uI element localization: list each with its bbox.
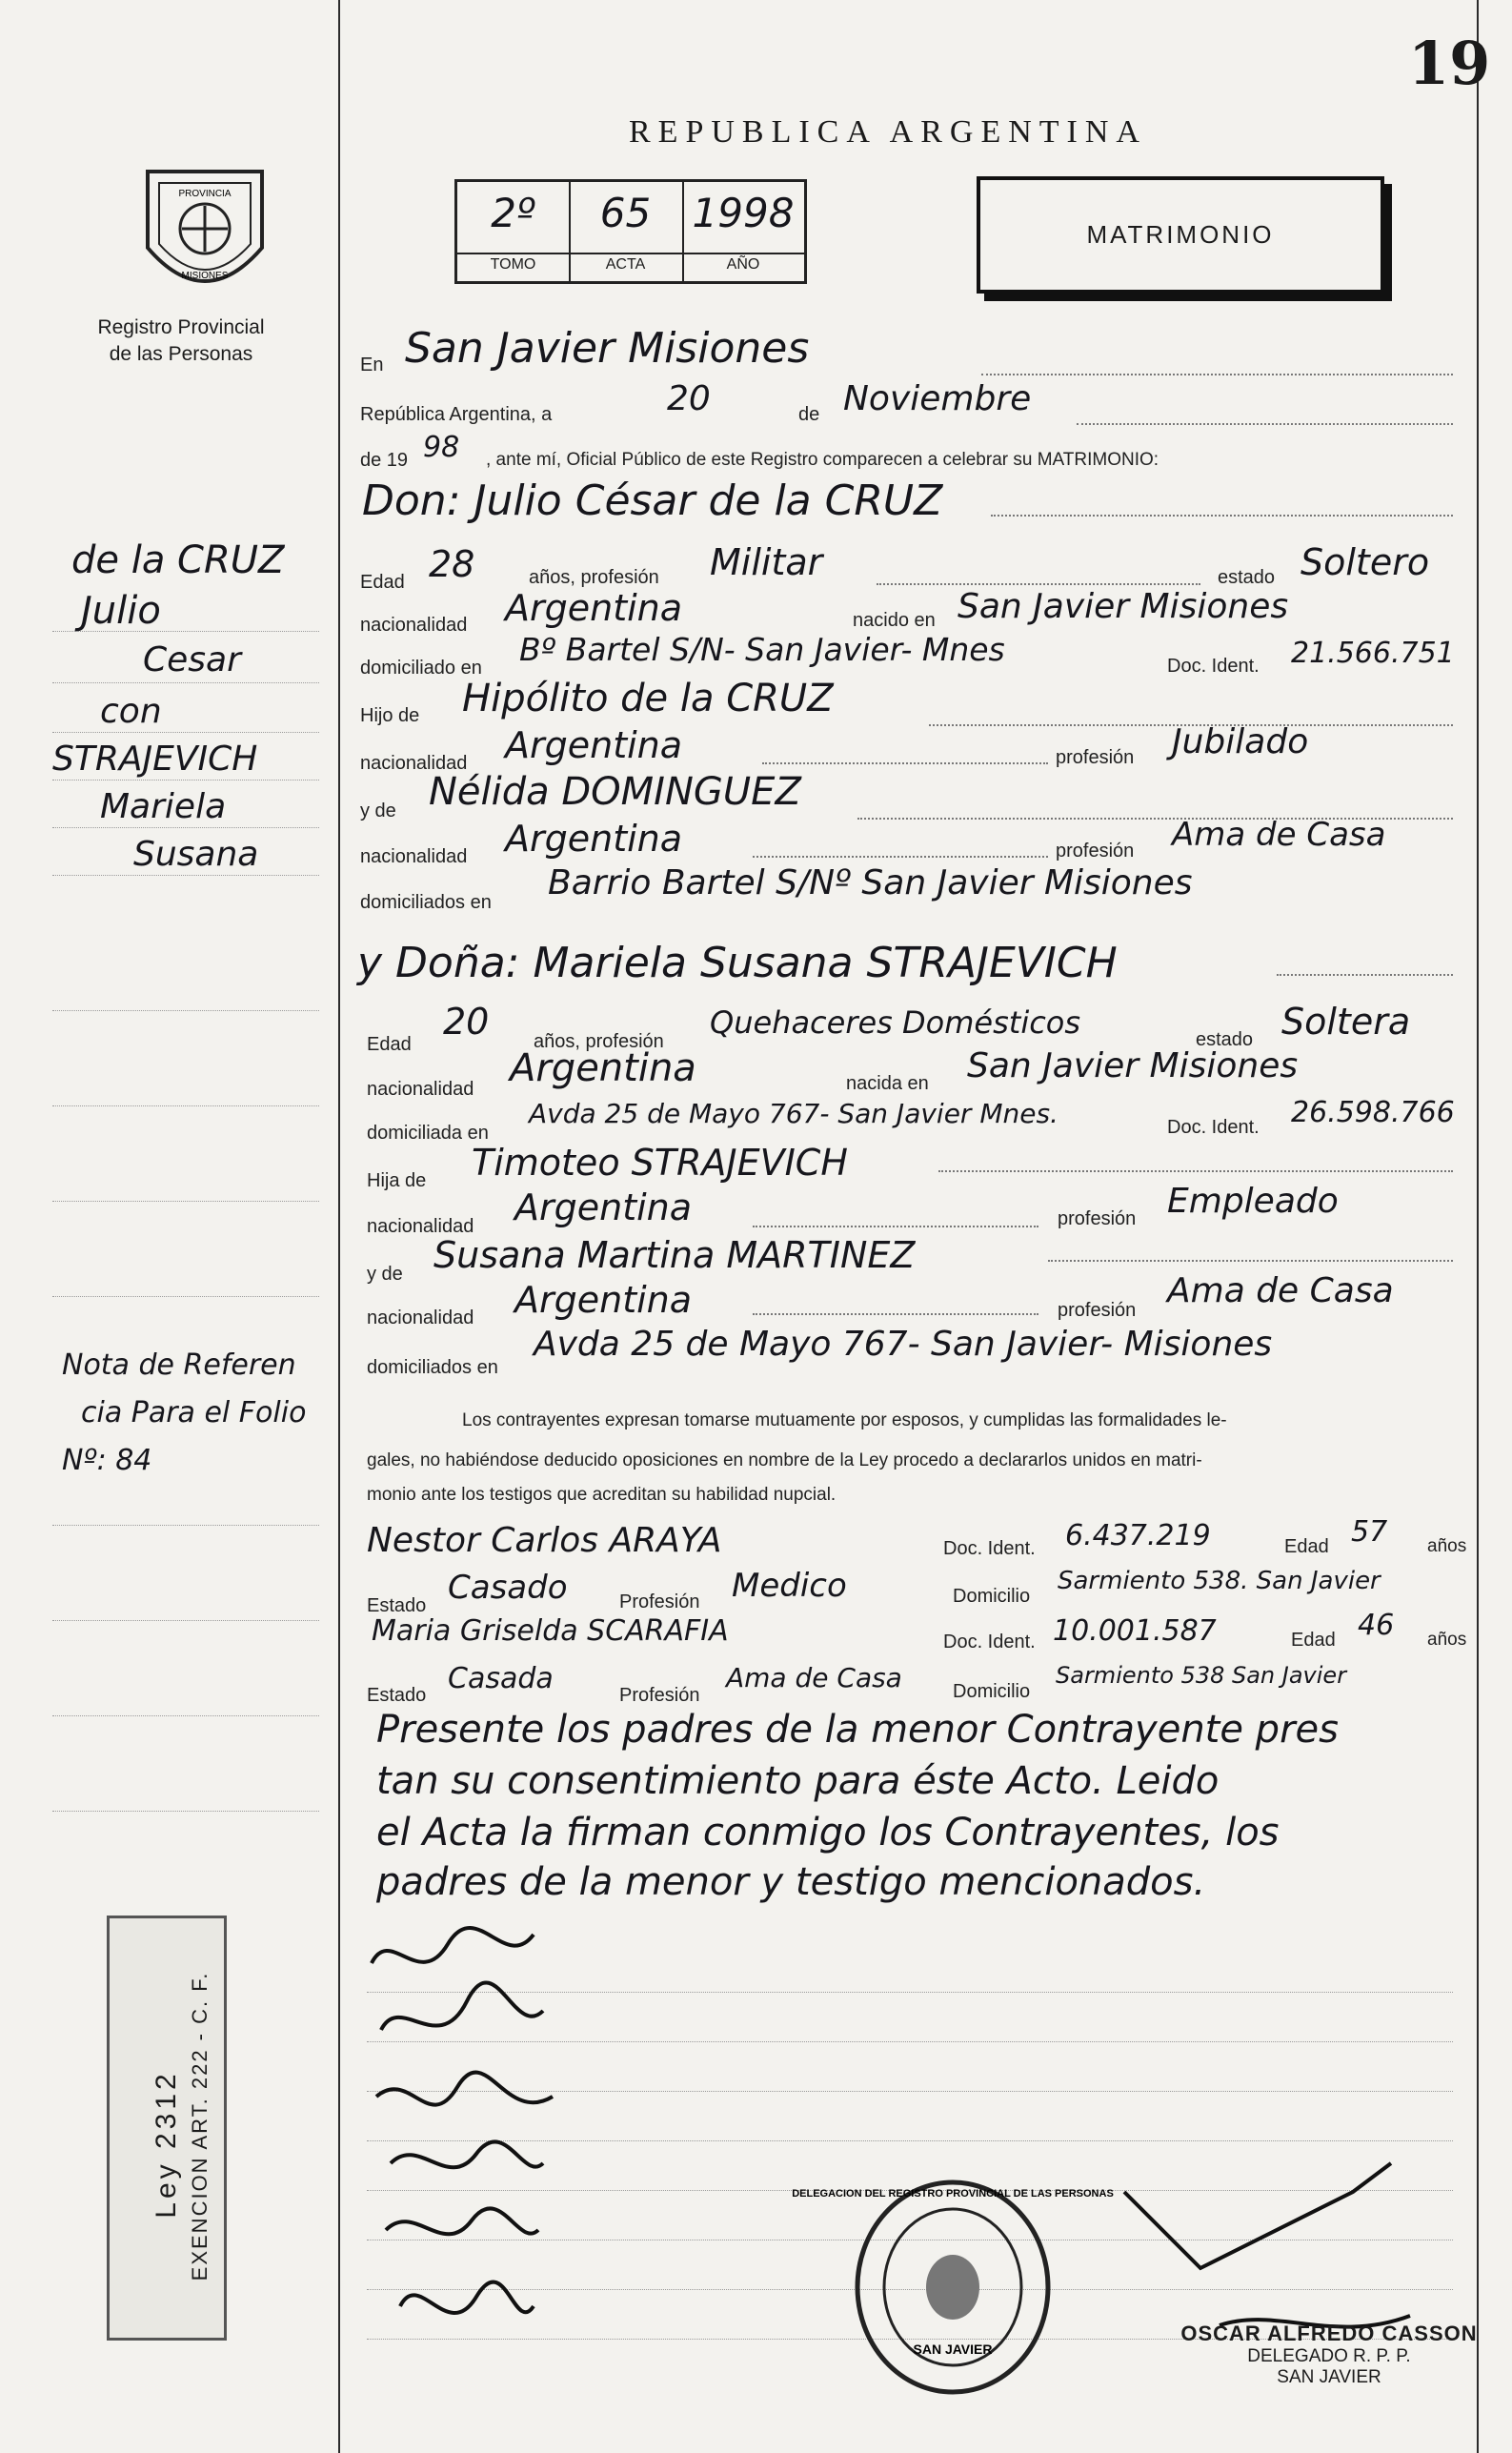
- groom-parents-dom-label: domiciliados en: [360, 892, 492, 913]
- ano-label: AÑO: [726, 256, 760, 273]
- signature-5: [386, 2208, 538, 2234]
- year-suffix: 98: [423, 431, 460, 464]
- declaration-line: gales, no habiéndose deducido oposiciones en nombre de la Ley procedo a declararlos unidos en matri-: [367, 1450, 1202, 1470]
- record-type-label: MATRIMONIO: [1086, 220, 1275, 249]
- bride-father-prof-label: profesión: [1058, 1208, 1137, 1229]
- witness1-doc: 6.437.219: [1065, 1519, 1211, 1552]
- de-label: de: [798, 404, 820, 425]
- witness2-status: Casada: [448, 1662, 554, 1695]
- groom-age: 28: [429, 543, 475, 585]
- place-value: San Javier Misiones: [405, 324, 810, 373]
- witness2-prof-label: Profesión: [619, 1685, 700, 1706]
- groom-prof-label: años, profesión: [529, 567, 659, 588]
- tax-stamp-exemption: EXENCION ART. 222 - C. F.: [188, 1971, 212, 2281]
- bride-nat-label: nacionalidad: [367, 1079, 474, 1100]
- acta-label: ACTA: [605, 256, 646, 273]
- bride-prof-label: años, profesión: [534, 1031, 664, 1052]
- witness1-age-label: Edad: [1284, 1536, 1329, 1557]
- day-value: 20: [667, 379, 711, 418]
- country-title: REPUBLICA ARGENTINA: [629, 114, 1147, 150]
- margin-reference-line: cia Para el Folio: [81, 1396, 307, 1429]
- bride-domicile: Avda 25 de Mayo 767- San Javier Mnes.: [529, 1098, 1058, 1129]
- witness1-status-label: Estado: [367, 1595, 427, 1616]
- bride-dom-label: domiciliada en: [367, 1123, 489, 1144]
- groom-father: Hipólito de la CRUZ: [462, 677, 834, 720]
- groom-born-label: nacido en: [853, 610, 936, 631]
- signature-2: [381, 1982, 543, 2030]
- witness2-dom-label: Domicilio: [953, 1681, 1031, 1702]
- bride-age: 20: [443, 1001, 490, 1043]
- groom-nationality: Argentina: [505, 587, 683, 629]
- groom-born: San Javier Misiones: [958, 587, 1289, 626]
- groom-father-prof-label: profesión: [1056, 747, 1135, 768]
- left-margin-rule: [338, 0, 340, 2453]
- month-value: Noviembre: [843, 379, 1032, 418]
- bride-father: Timoteo STRAJEVICH: [472, 1142, 848, 1184]
- witness1-dom-label: Domicilio: [953, 1586, 1031, 1607]
- witness2-doc: 10.001.587: [1053, 1614, 1217, 1648]
- provincial-seal-icon: [129, 162, 281, 305]
- witness1-age: 57: [1351, 1515, 1388, 1549]
- groom-status-label: estado: [1218, 567, 1276, 588]
- officer-signature: [1105, 2154, 1467, 2344]
- volume-box: [454, 179, 807, 284]
- bride-name: y Doña: Mariela Susana STRAJEVICH: [357, 939, 1118, 987]
- bride-nationality: Argentina: [510, 1046, 696, 1090]
- bride-mother-nat: Argentina: [514, 1279, 693, 1321]
- margin-reference-line: Nº: 84: [62, 1444, 152, 1477]
- statement-text: , ante mí, Oficial Público de este Registro comparecen a celebrar su MATRIMONIO:: [486, 450, 1159, 470]
- page-number: 19: [1408, 29, 1491, 98]
- margin-name-line: Julio: [81, 589, 161, 633]
- tax-stamp-law: Ley 2312: [151, 2070, 182, 2219]
- witness1-status: Casado: [448, 1569, 568, 1607]
- witness2-age-label: Edad: [1291, 1630, 1336, 1651]
- declaration-line: Los contrayentes expresan tomarse mutuamente por esposos, y cumplidas las formalidades le-: [462, 1410, 1227, 1430]
- bride-doc: 26.598.766: [1291, 1096, 1455, 1129]
- witness2-status-label: Estado: [367, 1685, 427, 1706]
- groom-father-nat-label: nacionalidad: [360, 753, 468, 774]
- witness1-prof-label: Profesión: [619, 1591, 700, 1612]
- witness2-profession: Ama de Casa: [726, 1662, 902, 1693]
- signature-4: [391, 2141, 543, 2167]
- acta-value: 65: [599, 190, 652, 236]
- official-seal-outer-text: DELEGACION DEL REGISTRO PROVINCIAL DE LAS PERSONAS: [792, 2188, 1114, 2200]
- margin-name-line: Cesar: [143, 640, 241, 679]
- margin-name-line: con: [100, 692, 162, 731]
- tomo-label: TOMO: [490, 256, 536, 273]
- bride-father-label: Hija de: [367, 1170, 427, 1191]
- groom-mother-nat: Argentina: [505, 818, 683, 860]
- officer-stamp: [1177, 2321, 1482, 2388]
- witness1-name: Nestor Carlos ARAYA: [367, 1521, 722, 1560]
- margin-name-line: Mariela: [100, 787, 227, 826]
- year-prefix: de 19: [360, 450, 409, 471]
- right-margin-rule: [1477, 0, 1479, 2453]
- bride-doc-label: Doc. Ident.: [1167, 1117, 1260, 1138]
- bride-father-nat-label: nacionalidad: [367, 1216, 474, 1237]
- signatures: [362, 1906, 591, 2363]
- tax-stamp: [107, 1916, 227, 2341]
- groom-mother-nat-label: nacionalidad: [360, 846, 468, 867]
- bride-father-nat: Argentina: [514, 1186, 693, 1228]
- bride-status: Soltera: [1281, 1001, 1411, 1043]
- registry-name: Registro Provincial de las Personas: [97, 316, 265, 365]
- bride-age-label: Edad: [367, 1034, 412, 1055]
- witness2-age: 46: [1358, 1609, 1395, 1642]
- official-seal-icon: [792, 2173, 1114, 2402]
- groom-doc-label: Doc. Ident.: [1167, 656, 1260, 677]
- bride-status-label: estado: [1196, 1029, 1254, 1050]
- groom-parents-dom: Barrio Bartel S/Nº San Javier Misiones: [548, 863, 1193, 902]
- witness1-years-label: años: [1427, 1536, 1467, 1556]
- republic-label: República Argentina, a: [360, 404, 553, 425]
- groom-mother-prof-label: profesión: [1056, 841, 1135, 862]
- observation-line: el Acta la firman conmigo los Contrayentes, los: [376, 1811, 1280, 1855]
- groom-mother: Nélida DOMINGUEZ: [429, 770, 801, 814]
- groom-mother-label: y de: [360, 801, 396, 821]
- ano-value: 1998: [692, 190, 795, 236]
- groom-dom-label: domiciliado en: [360, 658, 482, 679]
- groom-nat-label: nacionalidad: [360, 615, 468, 636]
- margin-name-line: STRAJEVICH: [52, 740, 258, 779]
- groom-doc: 21.566.751: [1291, 637, 1455, 670]
- declaration-line: monio ante los testigos que acreditan su habilidad nupcial.: [367, 1485, 837, 1505]
- signature-3: [376, 2073, 553, 2105]
- groom-profession: Militar: [710, 541, 823, 583]
- seal-bottom-text: MISIONES: [181, 271, 229, 281]
- officer-title: DELEGADO R. P. P.: [1247, 2346, 1411, 2366]
- en-label: En: [360, 355, 384, 375]
- groom-status: Soltero: [1300, 541, 1430, 583]
- witness2-domicile: Sarmiento 538 San Javier: [1056, 1662, 1347, 1689]
- witness2-name: Maria Griselda SCARAFIA: [372, 1614, 729, 1648]
- seal-top-text: PROVINCIA: [178, 189, 232, 199]
- groom-father-prof: Jubilado: [1172, 722, 1309, 761]
- witness2-doc-label: Doc. Ident.: [943, 1632, 1036, 1652]
- witness2-years-label: años: [1427, 1630, 1467, 1650]
- bride-mother-prof-label: profesión: [1058, 1300, 1137, 1321]
- witness1-doc-label: Doc. Ident.: [943, 1538, 1036, 1559]
- bride-mother: Susana Martina MARTINEZ: [433, 1234, 916, 1276]
- bride-parents-dom: Avda 25 de Mayo 767- San Javier- Misiones: [534, 1325, 1273, 1364]
- record-type-box: [977, 176, 1384, 294]
- bride-father-prof: Empleado: [1167, 1182, 1339, 1221]
- bride-profession: Quehaceres Domésticos: [710, 1004, 1081, 1041]
- groom-domicile: Bº Bartel S/N- San Javier- Mnes: [519, 631, 1005, 668]
- margin-name-line: Susana: [133, 835, 259, 874]
- observation-line: padres de la menor y testigo mencionados.: [376, 1860, 1206, 1904]
- bride-parents-dom-label: domiciliados en: [367, 1357, 498, 1378]
- bride-mother-label: y de: [367, 1264, 403, 1285]
- bride-born: San Javier Misiones: [967, 1046, 1299, 1085]
- bride-mother-nat-label: nacionalidad: [367, 1308, 474, 1328]
- witness1-profession: Medico: [732, 1567, 847, 1605]
- signature-6: [400, 2282, 534, 2313]
- witness1-domicile: Sarmiento 538. San Javier: [1058, 1567, 1381, 1595]
- officer-name: OSCAR ALFREDO CASSON: [1180, 2321, 1478, 2345]
- bride-born-label: nacida en: [846, 1073, 929, 1094]
- officer-place: SAN JAVIER: [1277, 2367, 1381, 2387]
- groom-age-label: Edad: [360, 572, 405, 593]
- groom-father-nat: Argentina: [505, 724, 683, 766]
- observation-line: tan su consentimiento para éste Acto. Leido: [376, 1759, 1220, 1803]
- margin-name-line: de la CRUZ: [71, 538, 285, 582]
- groom-mother-prof: Ama de Casa: [1172, 816, 1386, 854]
- signature-1: [372, 1928, 534, 1963]
- groom-father-label: Hijo de: [360, 705, 420, 726]
- margin-reference-line: Nota de Referen: [62, 1348, 296, 1382]
- tomo-value: 2º: [491, 190, 535, 236]
- observation-line: Presente los padres de la menor Contrayente pres: [376, 1708, 1339, 1752]
- bride-mother-prof: Ama de Casa: [1167, 1271, 1394, 1310]
- official-seal-inner-text: SAN JAVIER: [913, 2342, 993, 2357]
- groom-name: Don: Julio César de la CRUZ: [362, 476, 943, 525]
